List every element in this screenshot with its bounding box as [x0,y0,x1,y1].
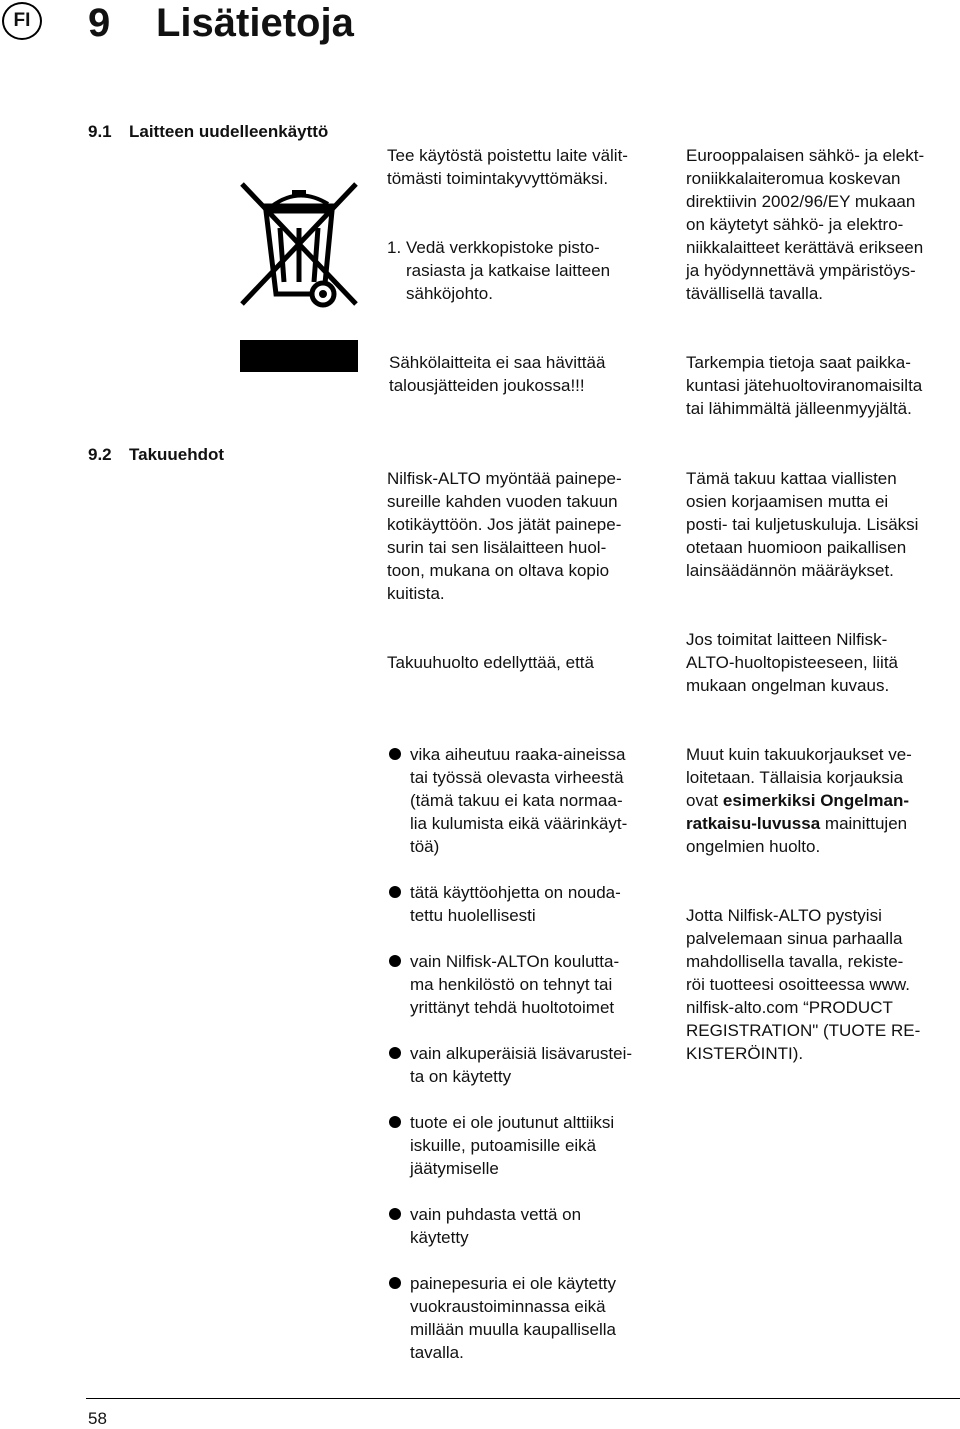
chapter-heading [88,0,354,48]
section-number: 9.2 [88,445,112,464]
chapter-number: 9 [88,1,111,45]
step-item [387,236,677,305]
bullet-icon [389,1116,401,1128]
warranty-conditions [387,444,677,1410]
recycling-instructions [387,121,677,420]
warranty-service-paragraph: Jos toimitat laitteen Nilfisk- ALTO-huoltopisteeseen, liitä mukaan ongelman kuvaus. [686,630,898,695]
bullet-icon [389,1047,401,1059]
recycling-intro: Tee käytöstä poistettu laite välit- tömästi toimintakyvyttömäksi. [387,146,628,188]
list-item-text: vain Nilfisk-ALTOn koulutta- ma henkilöstö on tehnyt tai yrittänyt tehdä huoltotoimet [410,952,620,1017]
section-number: 9.1 [88,122,112,141]
bullet-icon [389,1277,401,1289]
weee-directive-text [686,121,960,443]
list-item [387,881,677,927]
step-text: Vedä verkkopistoke pisto- rasiasta ja katkaise laitteen sähköjohto. [406,238,611,303]
warranty-requirement-lead: Takuuhuolto edellyttää, että [387,653,594,672]
section-title: Takuuehdot [129,445,225,464]
bullet-icon [389,886,401,898]
disposal-warning: Sähkölaitteita ei saa hävittää talousjätteiden joukossa!!! [389,353,606,395]
list-item [387,1042,677,1088]
warranty-requirements-list [387,720,677,1387]
warranty-intro: Nilfisk-ALTO myöntää painepe- sureille kahden vuoden takuun kotikäyttöön. Jos jätät painepe- surin tai sen lisälaitteen huol- toon, mukana on oltava kopio kuitista. [387,469,622,603]
list-item-text: tuote ei ole joutunut alttiiksi iskuille, putoamisille eikä jäätymiselle [410,1113,615,1178]
repairs-text-start: Muut kuin takuukorjaukset ve- loitetaan. Tällaisia korjauksia ovat [686,745,912,810]
troubleshooting-reference: esimerkiksi Ongelman- ratkaisu-luvussa [686,791,909,833]
section-title: Laitteen uudelleenkäyttö [129,122,329,141]
bullet-icon [389,955,401,967]
list-item-text: painepesuria ei ole käytetty vuokraustoiminnassa eikä millään muulla kaupallisella tavalla. [410,1274,617,1362]
step-number: 1. [387,238,402,257]
weee-paragraph: Eurooppalaisen sähkö- ja elekt- roniikkalaiteromua koskevan direktiivin 2002/96/EY mukaan on käytetyt sähkö- ja elektro- niikkalaitteet kerättävä erikseen ja hyödynnettävä ympäristöys- tävällisellä tavalla. [686,146,925,303]
list-item [387,950,677,1019]
section-heading-warranty [88,444,224,466]
weee-contact-paragraph: Tarkempia tietoja saat paikka- kuntasi jätehuoltoviranomaisilta tai lähimmältä jälleenmyyjältä. [686,353,923,418]
crossed-out-wheelie-bin-icon [236,178,362,374]
list-item-text: vika aiheutuu raaka-aineissa tai työssä olevasta virheestä (tämä takuu ei kata normaa- lia kulumista eikä väärinkäyt- töä) [410,745,628,856]
list-item [387,1203,677,1249]
language-badge: FI [2,2,42,40]
bullet-icon [389,748,401,760]
repairs-text-end: mainittujen ongelmien huolto. [686,814,908,856]
list-item [387,743,677,858]
warranty-coverage-paragraph: Tämä takuu kattaa viallisten osien korjaamisen mutta ei posti- tai kuljetuskuluja. Lisäksi otetaan huomioon paikallisen lainsäädännön määräykset. [686,469,919,580]
product-registration-paragraph: Jotta Nilfisk-ALTO pystyisi palvelemaan sinua parhaalla mahdollisella tavalla, rekiste- röi tuotteesi osoitteessa www. nilfisk-alto.com “PRODUCT REGISTRATION" (TUOTE RE- KISTERÖINTI). [686,906,921,1063]
chapter-title: Lisätietoja [156,1,354,45]
non-warranty-repairs-paragraph [686,743,960,858]
list-item-text: vain puhdasta vettä on käytetty [410,1205,582,1247]
section-heading-recycling [88,121,328,143]
list-item-text: tätä käyttöohjetta on nouda- tettu huolellisesti [410,883,621,925]
footer-rule [86,1398,960,1399]
warranty-details [686,444,960,1088]
page-number: 58 [88,1409,107,1428]
list-item [387,1111,677,1180]
list-item-text: vain alkuperäisiä lisävarustei- ta on käytetty [410,1044,633,1086]
bullet-icon [389,1208,401,1220]
list-item [387,1272,677,1364]
